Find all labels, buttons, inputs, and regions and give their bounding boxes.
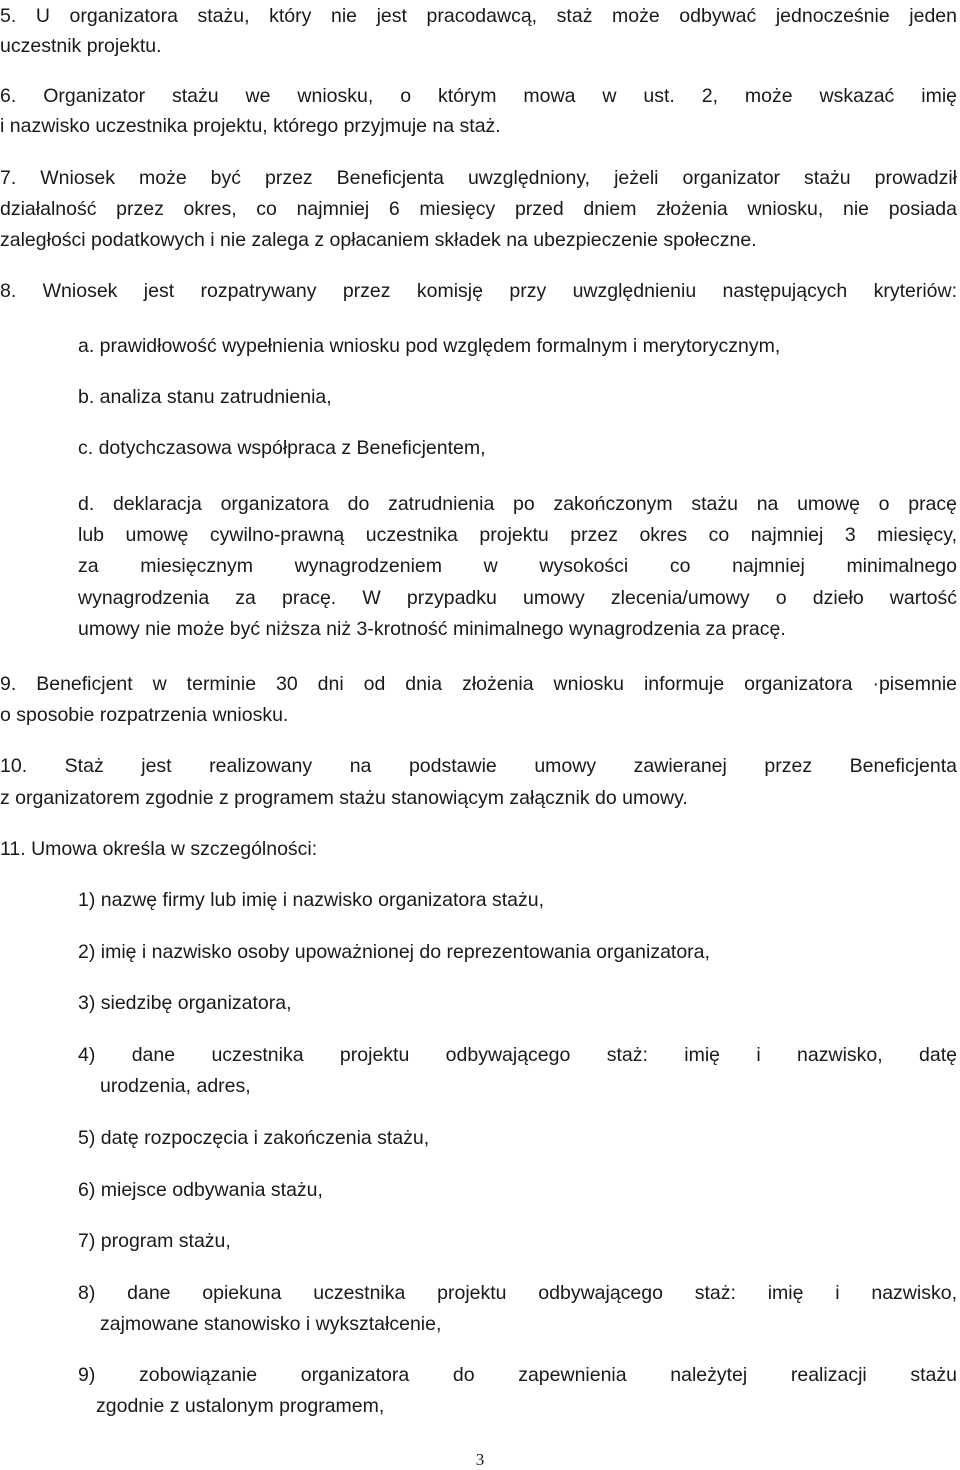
text-line: urodzenia, adres, bbox=[100, 1075, 251, 1097]
text-line: c. dotychczasowa współpraca z Beneficjentem, bbox=[78, 437, 486, 459]
text-line: 1) nazwę firmy lub imię i nazwisko organizatora stażu, bbox=[78, 889, 545, 911]
text-line: zaległości podatkowych i nie zalega z opłacaniem składek na ubezpieczenie społeczne. bbox=[0, 229, 757, 251]
text-line: 11. Umowa określa w szczególności: bbox=[0, 838, 318, 860]
text-line: umowy nie może być niższa niż 3-krotność minimalnego wynagrodzenia za pracę. bbox=[78, 618, 786, 640]
page-number: 3 bbox=[475, 1450, 485, 1469]
text-line: 8. Wniosek jest rozpatrywany przez komisję przy uwzględnieniu następujących kryteriów: bbox=[0, 280, 957, 302]
text-line: 4) dane uczestnika projektu odbywającego staż: imię i nazwisko, datę bbox=[78, 1044, 957, 1066]
text-line: 7) program stażu, bbox=[78, 1230, 231, 1252]
text-line: wynagrodzenia za pracę. W przypadku umowy zlecenia/umowy o dzieło wartość bbox=[78, 587, 957, 609]
text-line: 5) datę rozpoczęcia i zakończenia stażu, bbox=[78, 1127, 430, 1149]
text-line: 9. Beneficjent w terminie 30 dni od dnia złożenia wniosku informuje organizatora ·pisemnie bbox=[0, 673, 957, 695]
text-line: 8) dane opiekuna uczestnika projektu odbywającego staż: imię i nazwisko, bbox=[78, 1282, 957, 1304]
text-line: 6) miejsce odbywania stażu, bbox=[78, 1179, 323, 1201]
text-line: za miesięcznym wynagrodzeniem w wysokości co najmniej minimalnego bbox=[78, 555, 957, 577]
text-line: zgodnie z ustalonym programem, bbox=[96, 1395, 385, 1417]
text-line: 6. Organizator stażu we wniosku, o którym mowa w ust. 2, może wskazać imię bbox=[0, 85, 957, 107]
text-line: z organizatorem zgodnie z programem stażu stanowiącym załącznik do umowy. bbox=[0, 787, 688, 809]
text-line: 10. Staż jest realizowany na podstawie umowy zawieranej przez Beneficjenta bbox=[0, 755, 957, 777]
text-line: działalność przez okres, co najmniej 6 miesięcy przed dniem złożenia wniosku, nie posiada bbox=[0, 198, 957, 220]
text-line: zajmowane stanowisko i wykształcenie, bbox=[100, 1313, 442, 1335]
text-line: i nazwisko uczestnika projektu, którego przyjmuje na staż. bbox=[0, 115, 501, 137]
text-line: 5. U organizatora stażu, który nie jest pracodawcą, staż może odbywać jednocześnie jeden bbox=[0, 5, 957, 27]
text-line: o sposobie rozpatrzenia wniosku. bbox=[0, 704, 289, 726]
text-line: 3) siedzibę organizatora, bbox=[78, 992, 292, 1014]
text-line: lub umowę cywilno-prawną uczestnika projektu przez okres co najmniej 3 miesięcy, bbox=[78, 524, 957, 546]
text-line: b. analiza stanu zatrudnienia, bbox=[78, 386, 332, 408]
text-line: a. prawidłowość wypełnienia wniosku pod względem formalnym i merytorycznym, bbox=[78, 335, 781, 357]
text-line: 9) zobowiązanie organizatora do zapewnienia należytej realizacji stażu bbox=[78, 1364, 957, 1386]
text-line: 2) imię i nazwisko osoby upoważnionej do reprezentowania organizatora, bbox=[78, 941, 710, 963]
text-line: d. deklaracja organizatora do zatrudnienia po zakończonym stażu na umowę o pracę bbox=[78, 493, 957, 515]
text-line: 7. Wniosek może być przez Beneficjenta uwzględniony, jeżeli organizator stażu prowadził bbox=[0, 167, 957, 189]
text-line: uczestnik projektu. bbox=[0, 35, 162, 57]
